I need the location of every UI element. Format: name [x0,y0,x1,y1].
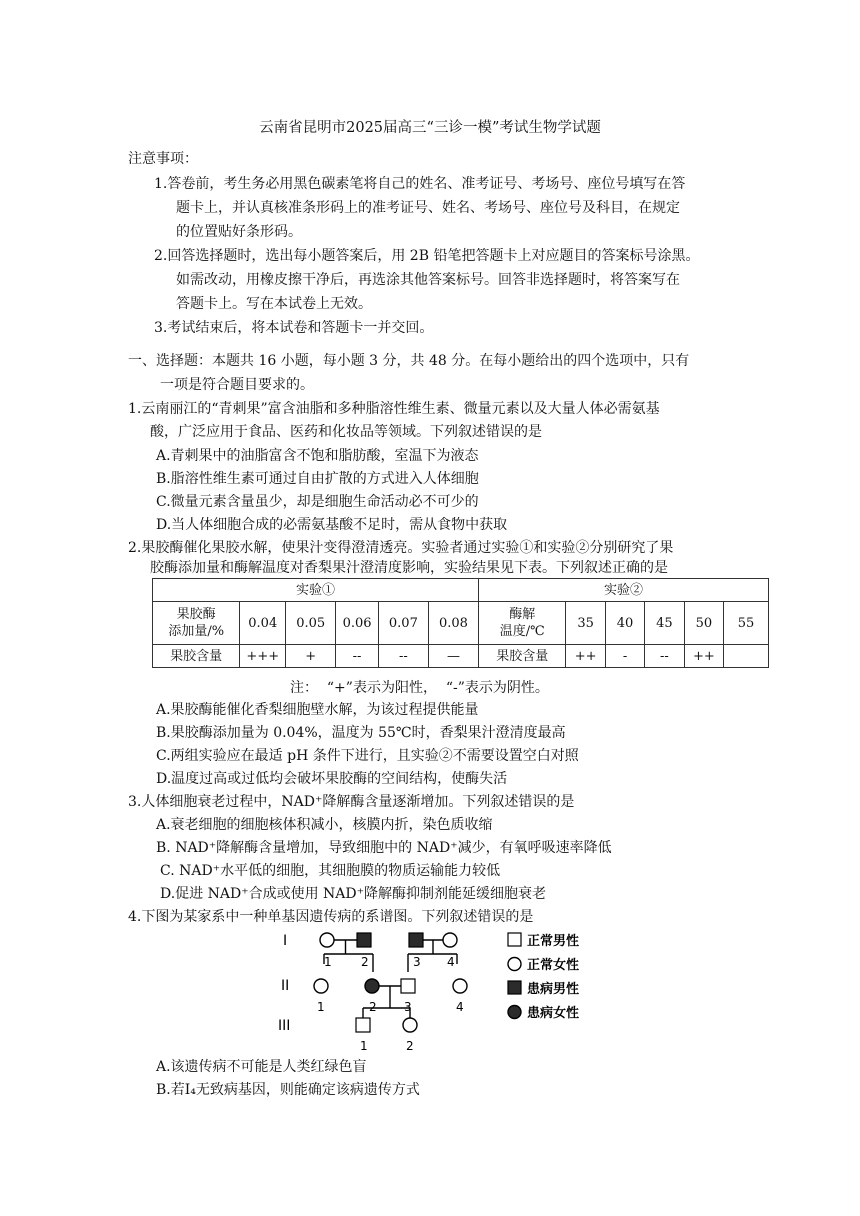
pedigree-i2-affected-male [357,933,371,947]
exp1-result: -- [378,645,428,668]
q3-option-c: C. NAD⁺水平低的细胞，其细胞膜的物质运输能力较低 [160,863,501,879]
individual-number: 3 [404,1000,412,1014]
exp1-header: 实验① [153,579,479,602]
q2-option-a: A.果胶酶能催化香梨细胞壁水解，为该过程提供能量 [156,702,479,718]
pedigree-ii3-normal-male [401,979,415,993]
legend-normal-female-label: 正常女性 [527,958,580,973]
notice-line: 的位置贴好条形码。 [176,224,302,240]
notice-line: 如需改动，用橡皮擦干净后，再选涂其他答案标号。回答非选择题时，将答案写在 [176,272,680,288]
q4-stem: 4.下图为某家系中一种单基因遗传病的系谱图。下列叙述错误的是 [128,909,534,925]
pedigree-ii2-affected-female [365,979,379,993]
individual-number: 2 [369,1000,377,1014]
page-title: 云南省昆明市2025届高三“三诊一模”考试生物学试题 [259,120,601,136]
q2-option-d: D.温度过高或过低均会破坏果胶酶的空间结构，使酶失活 [156,771,508,787]
gen-label: III [278,1018,291,1034]
exp2-result-label: 果胶含量 [479,645,566,668]
q2-stem: 2.果胶酶催化果胶水解，使果汁变得澄清透亮。实验者通过实验①和实验②分别研究了果 [128,540,674,556]
legend-affected-male-label: 患病男性 [527,982,580,997]
gen-label: II [281,978,290,994]
exp1-value: 0.05 [286,602,336,645]
exp1-result: -- [336,645,379,668]
table-note: 注： “+”表示为阳性， “-”表示为阴性。 [290,680,549,696]
exp1-result: + [286,645,336,668]
legend-affected-male-symbol [508,981,521,994]
notice-line: 题卡上，并认真核准条形码上的准考证号、姓名、考场号、座位号及科目，在规定 [176,200,680,216]
exp1-value: 0.08 [428,602,478,645]
legend-affected-female-label: 患病女性 [527,1006,580,1021]
q4-option-b: B.若Ⅰ₄无致病基因，则能确定该病遗传方式 [156,1082,420,1098]
exp1-result: +++ [240,645,286,668]
section-heading-cont: 一项是符合题目要求的。 [160,377,314,393]
exp2-value: 50 [684,602,723,645]
notice-line: 2.回答选择题时，选出每小题答案后，用 2B 铅笔把答题卡上对应题目的答案标号涂黑。 [154,248,700,264]
exp2-value: 40 [605,602,644,645]
individual-number: 1 [324,955,332,969]
exp2-result: -- [645,645,684,668]
notice-heading: 注意事项： [128,151,198,167]
q3-option-b: B. NAD⁺降解酶含量增加，导致细胞中的 NAD⁺减少，有氧呼吸速率降低 [156,840,612,856]
exp2-result: - [605,645,644,668]
individual-number: 4 [447,955,455,969]
pedigree-i3-affected-male [409,933,423,947]
exp2-variable-label: 酶解 温度/℃ [479,602,566,645]
exp2-result [724,645,769,668]
notice-line: 答题卡上。写在本试卷上无效。 [176,296,372,312]
individual-number: 1 [317,1000,325,1014]
pedigree-iii2-normal-female [403,1018,417,1032]
exp2-result: ++ [684,645,723,668]
q3-option-d: D.促进 NAD⁺合成或使用 NAD⁺降解酶抑制剂能延缓细胞衰老 [160,886,547,902]
exp2-value: 45 [645,602,684,645]
pedigree-iii1-normal-male [356,1018,370,1032]
pedigree-chart [275,926,587,1054]
exp2-result: ++ [566,645,605,668]
q2-option-b: B.果胶酶添加量为 0.04%，温度为 55℃时，香梨果汁澄清度最高 [156,725,566,741]
pedigree-ii4-normal-female [453,979,467,993]
q1-option-c: C.微量元素含量虽少，却是细胞生命活动必不可少的 [156,494,479,510]
individual-number: 3 [413,955,421,969]
notice-line: 3.考试结束后，将本试卷和答题卡一并交回。 [154,320,434,336]
exp1-variable-label: 果胶酶 添加量/% [153,602,240,645]
individual-number: 2 [361,955,369,969]
individual-number: 2 [406,1039,414,1053]
notice-line: 1.答卷前，考生务必用黑色碳素笔将自己的姓名、准考证号、考场号、座位号填写在答 [154,176,686,192]
exp2-value: 55 [724,602,769,645]
legend-normal-male-symbol [508,933,521,946]
individual-number: 1 [360,1039,368,1053]
exp1-value: 0.06 [336,602,379,645]
q1-option-d: D.当人体细胞合成的必需氨基酸不足时，需从食物中获取 [156,517,508,533]
exp1-value: 0.04 [240,602,286,645]
q1-stem: 1.云南丽江的“青刺果”富含油脂和多种脂溶性维生素、微量元素以及大量人体必需氨基 [128,401,660,417]
legend-normal-male-label: 正常男性 [527,934,580,949]
legend-affected-female-symbol [508,1006,521,1019]
q4-option-a: A.该遗传病不可能是人类红绿色盲 [156,1059,367,1075]
gen-label: I [283,933,288,949]
exp2-value: 35 [566,602,605,645]
exp2-header: 实验② [479,579,769,602]
individual-number: 4 [456,1000,464,1014]
pedigree-i4-normal-female [443,933,457,947]
exp1-result: — [428,645,478,668]
q1-option-a: A.青刺果中的油脂富含不饱和脂肪酸，室温下为液态 [156,448,479,464]
legend-normal-female-symbol [508,958,521,971]
experiment-table [152,578,769,668]
pedigree-i1-normal-female [320,933,334,947]
q2-option-c: C.两组实验应在最适 pH 条件下进行，且实验②不需要设置空白对照 [156,748,579,764]
exp1-value: 0.07 [378,602,428,645]
q1-stem-cont: 酸，广泛应用于食品、医药和化妆品等领域。下列叙述错误的是 [150,424,542,440]
pedigree-ii1-normal-female [314,979,328,993]
q2-stem-cont: 胶酶添加量和酶解温度对香梨果汁澄清度影响，实验结果见下表。下列叙述正确的是 [150,560,668,576]
exp1-result-label: 果胶含量 [153,645,240,668]
section-heading: 一、选择题：本题共 16 小题，每小题 3 分，共 48 分。在每小题给出的四个选项中，只有 [128,353,690,369]
q3-stem: 3.人体细胞衰老过程中，NAD⁺降解酶含量逐渐增加。下列叙述错误的是 [128,794,575,810]
q1-option-b: B.脂溶性维生素可通过自由扩散的方式进入人体细胞 [156,471,479,487]
q3-option-a: A.衰老细胞的细胞核体积减小，核膜内折，染色质收缩 [156,817,493,833]
